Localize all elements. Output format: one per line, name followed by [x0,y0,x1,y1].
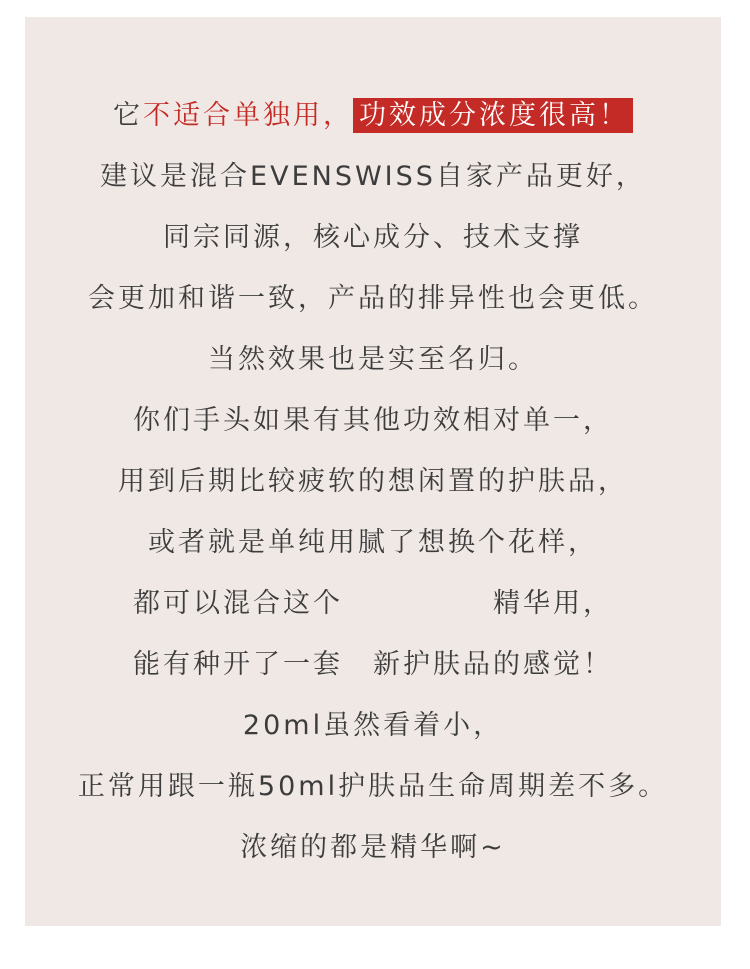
paragraph-line-10 [25,642,721,703]
paragraph-line-3: 同宗同源，核心成分、技术支撑 [163,222,583,253]
article-card [25,17,721,926]
paragraph-line-8: 或者就是单纯用腻了想换个花样， [148,527,598,558]
paragraph-line-13: 浓缩的都是精华啊~ [240,832,506,863]
paragraph-line-2: 建议是混合EVENSWISS自家产品更好， [100,161,646,192]
line-1-red-text: 不适合单独用， [143,100,353,131]
line-1-highlight: 功效成分浓度很高！ [353,98,633,133]
paragraph-line-12: 正常用跟一瓶50ml护肤品生命周期差不多。 [77,771,669,802]
line-9-part-1: 都可以混合这个 [133,588,343,619]
article-text [25,93,721,886]
line-10-part-2: 新护肤品的感觉！ [373,649,613,680]
line-10-part-1: 能有种开了一套 [133,649,343,680]
paragraph-line-4: 会更加和谐一致，产品的排异性也会更低。 [88,283,658,314]
paragraph-line-1 [25,93,721,154]
line-1-prefix: 它 [113,100,143,131]
paragraph-line-11: 20ml虽然看着小， [242,710,504,741]
paragraph-line-6: 你们手头如果有其他功效相对单一， [133,405,613,436]
paragraph-line-5: 当然效果也是实至名归。 [208,344,538,375]
paragraph-line-9 [25,581,721,642]
paragraph-line-7: 用到后期比较疲软的想闲置的护肤品， [118,466,628,497]
line-9-part-2: 精华用， [493,588,613,619]
